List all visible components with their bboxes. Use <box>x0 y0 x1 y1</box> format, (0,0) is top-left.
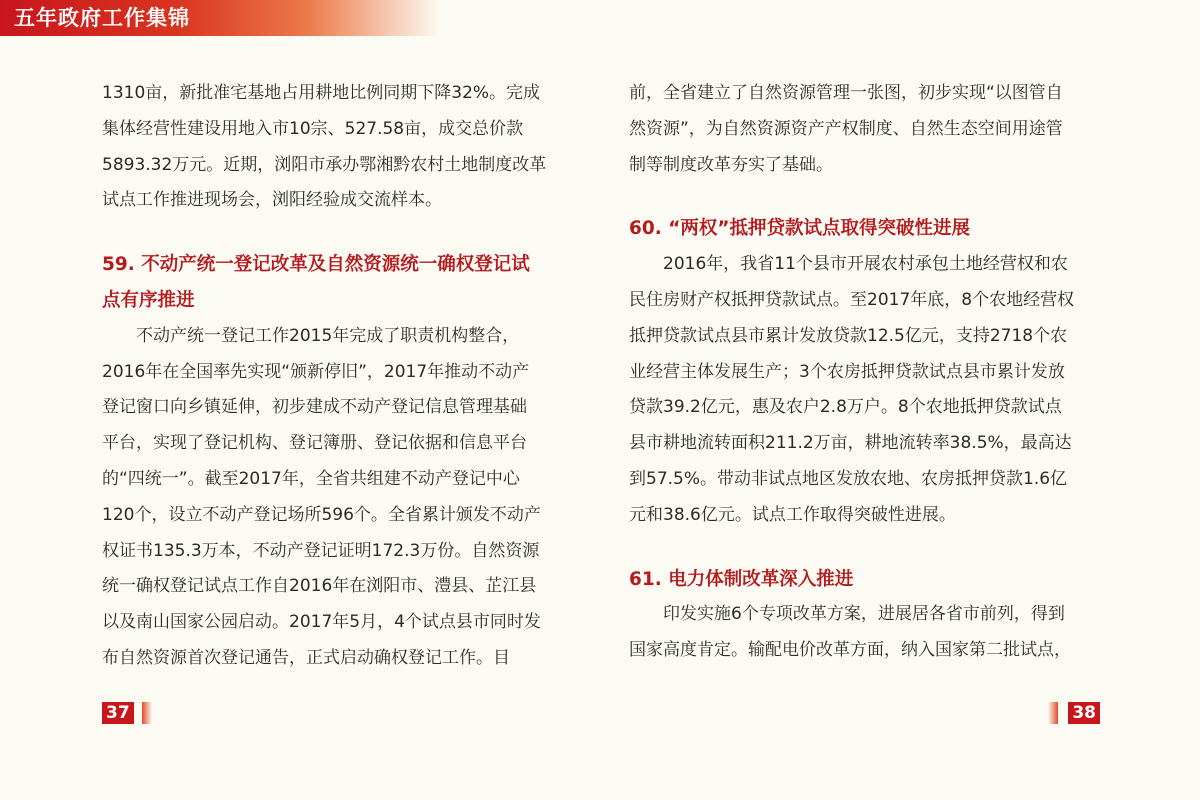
text-line: 国家高度肯定。输配电价改革方面，纳入国家第二批试点， <box>629 640 1071 661</box>
heading-line: 点有序推进 <box>102 289 195 311</box>
section-heading-61: 61. 电力体制改革深入推进 <box>629 568 854 590</box>
text-line: 然资源”，为自然资源资产产权制度、自然生态空间用途管 <box>629 118 1063 139</box>
text-line: 2016年在全国率先实现“颁新停旧”，2017年推动不动产 <box>102 361 530 382</box>
section-heading-59 <box>102 247 572 319</box>
text-line: 元和38.6亿元。试点工作取得突破性进展。 <box>629 504 956 525</box>
text-line: 试点工作推进现场会，浏阳经验成交流样本。 <box>102 190 442 211</box>
section-gap <box>629 183 1101 211</box>
text-line: 贷款39.2亿元，惠及农户2.8万户。8个农地抵押贷款试点 <box>629 397 1062 418</box>
text-line: 统一确权登记试点工作自2016年在浏阳市、澧县、芷江县 <box>102 576 537 597</box>
page-number-left: 37 <box>102 702 134 724</box>
left-paragraph-2 <box>102 319 572 677</box>
page-number-right: 38 <box>1068 702 1100 724</box>
text-line: 到57.5%。带动非试点地区发放农地、农房抵押贷款1.6亿 <box>629 468 1068 489</box>
text-line: 登记窗口向乡镇延伸，初步建成不动产登记信息管理基础 <box>102 397 527 418</box>
text-line: 业经营主体发展生产；3个农房抵押贷款试点县市累计发放 <box>629 361 1065 382</box>
right-page-column <box>629 76 1101 669</box>
text-line: 不动产统一登记工作2015年完成了职责机构整合， <box>136 325 520 346</box>
section-gap <box>629 534 1101 562</box>
page-number-tab-decoration <box>1048 702 1058 724</box>
text-line: 1310亩，新批准宅基地占用耕地比例同期下降32%。完成 <box>102 83 541 103</box>
heading-line: 59. 不动产统一登记改革及自然资源统一确权登记试 <box>102 254 530 276</box>
header-band <box>0 0 440 36</box>
text-line: 印发实施6个专项改革方案，进展居各省市前列，得到 <box>663 604 1065 625</box>
text-line: 5893.32万元。近期，浏阳市承办鄂湘黔农村土地制度改革 <box>102 154 547 175</box>
right-paragraph-2 <box>629 247 1101 533</box>
text-line: 县市耕地流转面积211.2万亩，耕地流转率38.5%，最高达 <box>629 433 1072 454</box>
text-line: 120个，设立不动产登记场所596个。全省累计颁发不动产 <box>102 504 541 525</box>
text-line: 以及南山国家公园启动。2017年5月，4个试点县市同时发 <box>102 612 541 633</box>
text-line: 平台，实现了登记机构、登记簿册、登记依据和信息平台 <box>102 433 527 454</box>
text-line: 的“四统一”。截至2017年，全省共组建不动产登记中心 <box>102 468 520 489</box>
text-line: 抵押贷款试点县市累计发放贷款12.5亿元，支持2718个农 <box>629 325 1068 346</box>
left-page-footer <box>102 702 152 724</box>
text-line: 布自然资源首次登记通告，正式启动确权登记工作。目 <box>102 647 510 668</box>
left-page-column <box>102 76 572 677</box>
text-line: 2016年，我省11个县市开展农村承包土地经营权和农 <box>663 254 1068 275</box>
running-header-title: 五年政府工作集锦 <box>14 6 190 30</box>
right-paragraph-1 <box>629 76 1101 183</box>
section-gap <box>102 219 572 247</box>
text-line: 民住房财产权抵押贷款试点。至2017年底，8个农地经营权 <box>629 289 1075 310</box>
right-paragraph-3 <box>629 597 1101 669</box>
text-line: 集体经营性建设用地入市10宗、527.58亩，成交总价款 <box>102 118 524 139</box>
text-line: 制等制度改革夯实了基础。 <box>629 154 833 175</box>
text-line: 前，全省建立了自然资源管理一张图，初步实现“以图管自 <box>629 83 1063 103</box>
text-line: 权证书135.3万本，不动产登记证明172.3万份。自然资源 <box>102 540 540 561</box>
section-heading-60: 60. “两权”抵押贷款试点取得突破性进展 <box>629 218 971 240</box>
page-number-tab-decoration <box>142 702 152 724</box>
left-paragraph-1 <box>102 76 572 219</box>
right-page-footer <box>1048 702 1100 724</box>
